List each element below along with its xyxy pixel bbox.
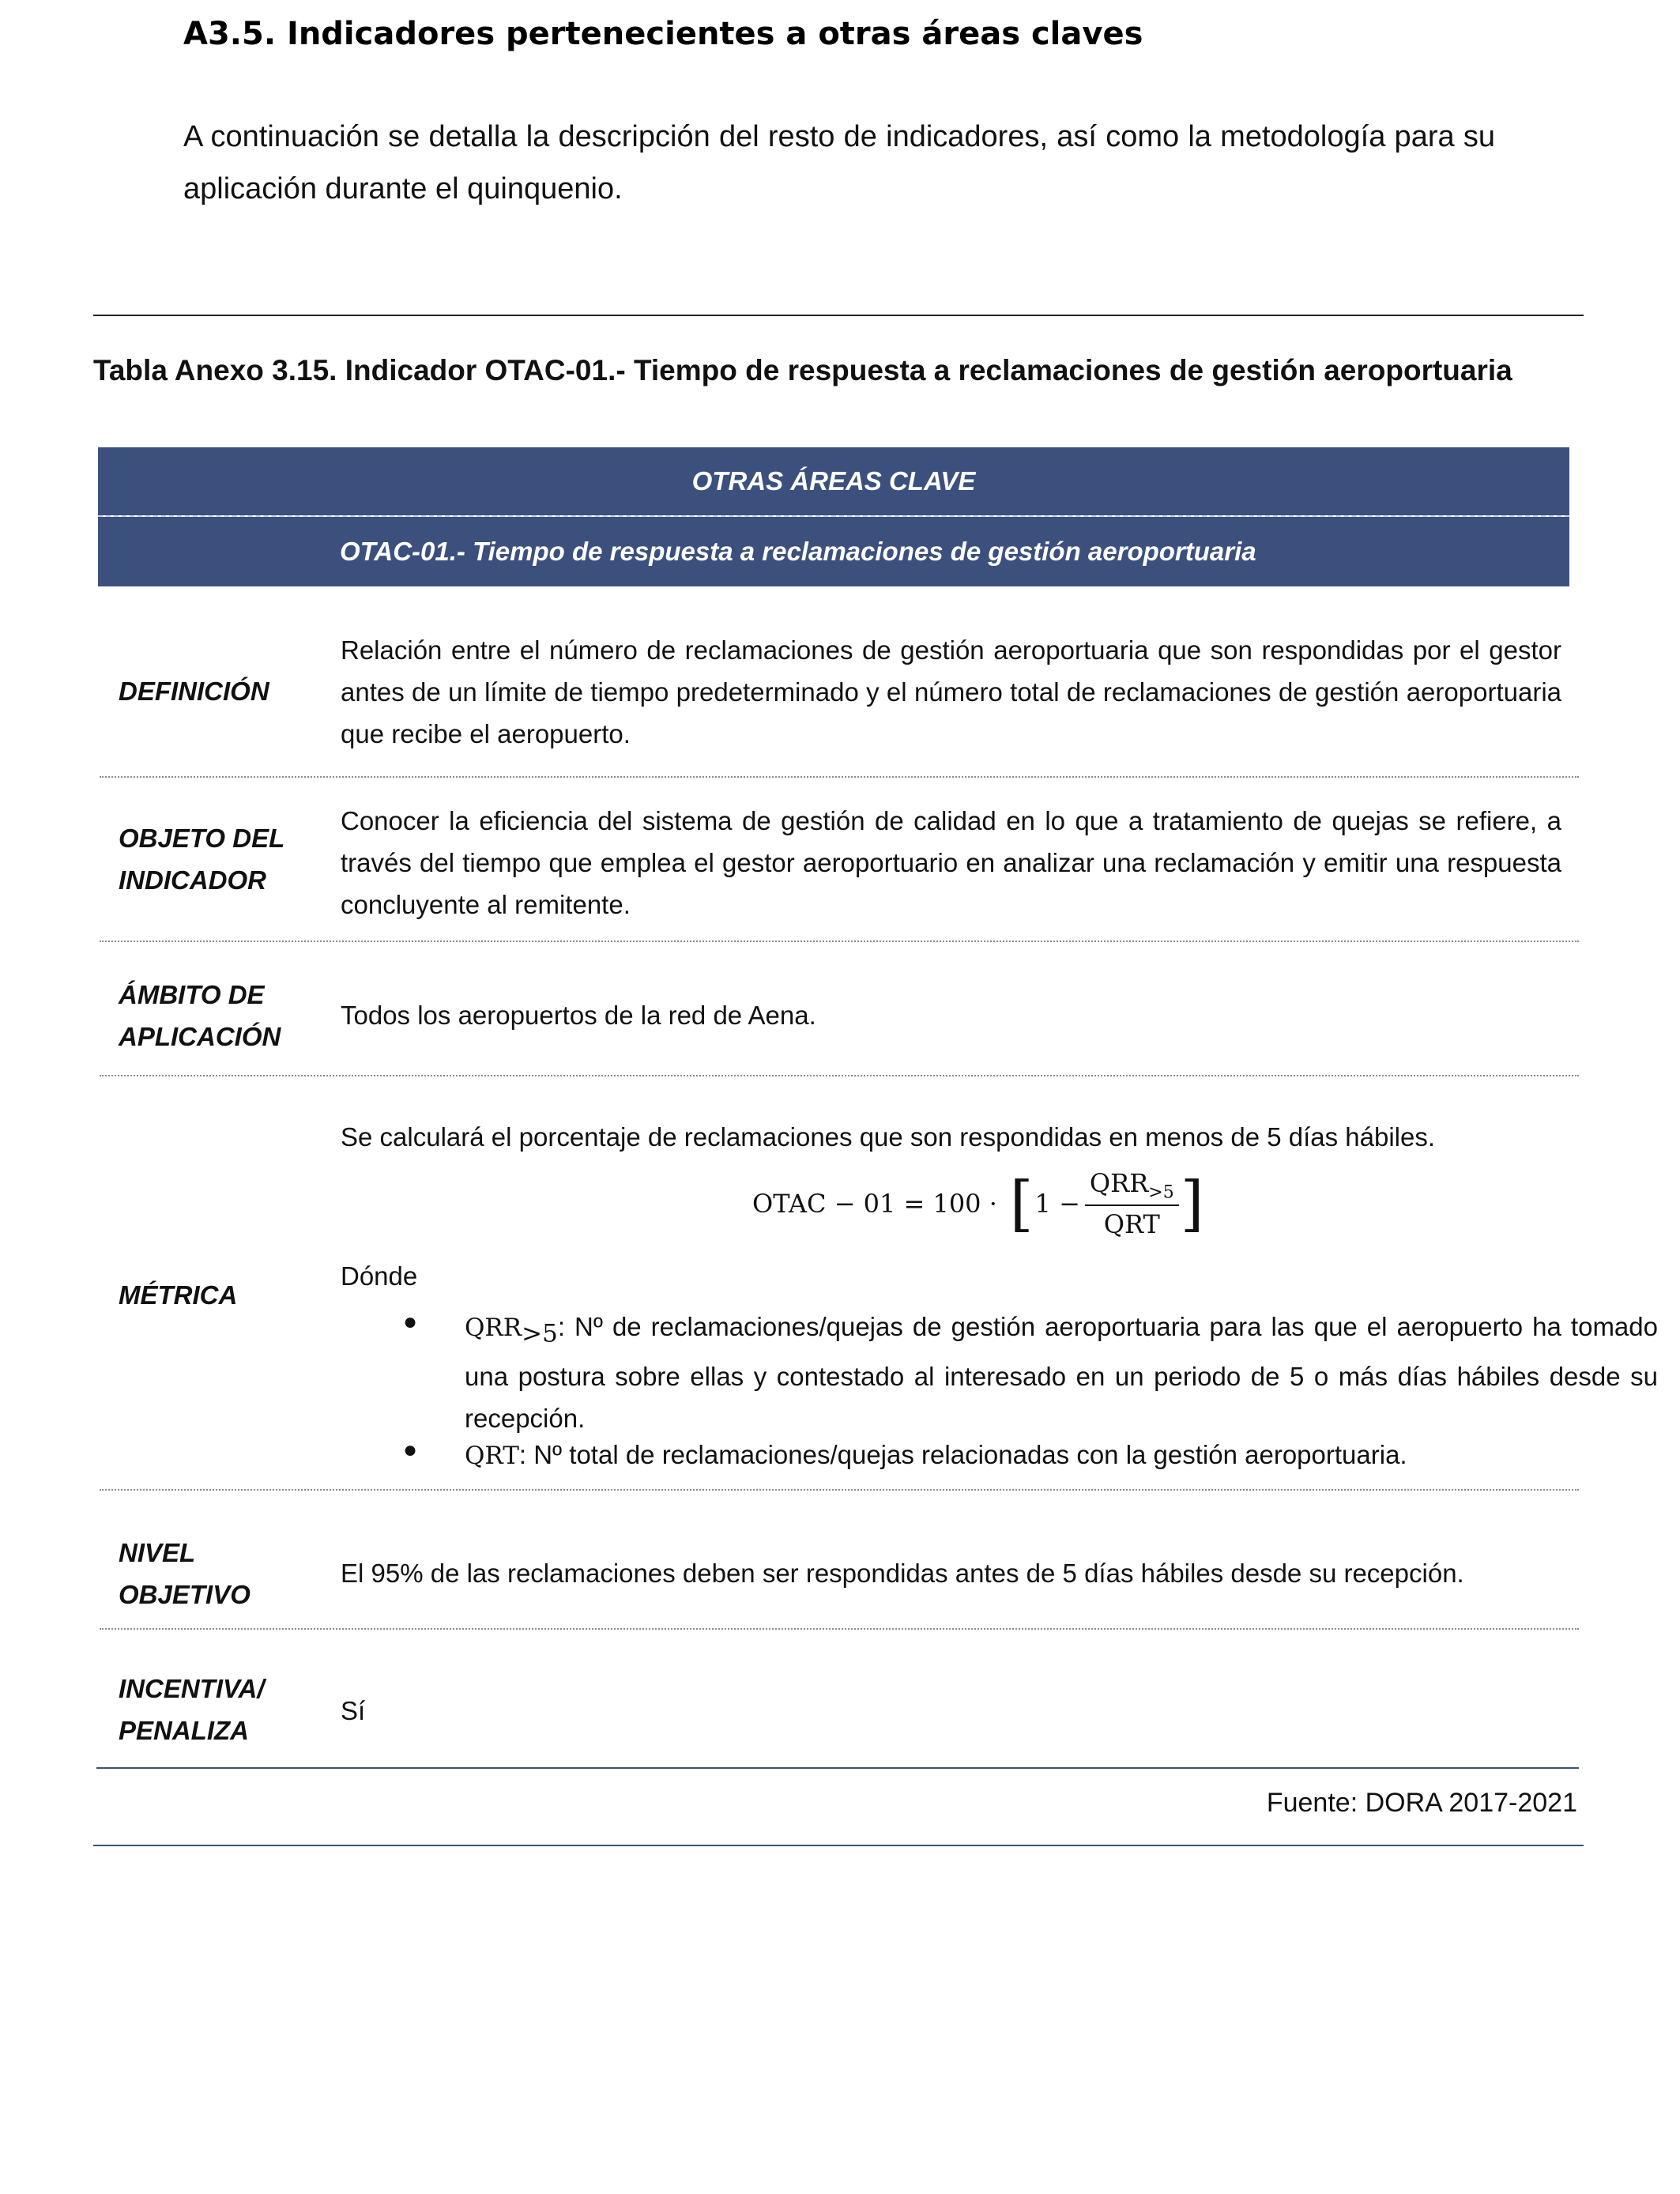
bullet-dot-icon: ● xyxy=(403,1437,418,1463)
metrica-formula xyxy=(752,1168,1205,1239)
intro-paragraph: A continuación se detalla la descripción del resto de indicadores, así como la metodología para su aplicación durante el quinquenio. xyxy=(183,120,1495,205)
qrt-symbol: QRT xyxy=(465,1442,519,1470)
nivel-label-line2: OBJETIVO xyxy=(119,1580,250,1609)
section-heading: A3.5. Indicadores pertenecientes a otras áreas claves xyxy=(183,16,1143,52)
bullet-qrt-text xyxy=(465,1434,1658,1477)
definicion-text: Relación entre el número de reclamaciones de gestión aeroportuaria que son respondidas por el gestor antes de un límite de tiempo predeterminado y el número total de reclamaciones de gestión aeroportuaria que recibe el aeropuerto. xyxy=(341,635,1561,748)
table-source: Fuente: DORA 2017-2021 xyxy=(1266,1788,1577,1818)
qrr-subscript: >5 xyxy=(522,1319,558,1348)
formula-right-bracket: ] xyxy=(1180,1168,1204,1238)
ambito-text: Todos los aeropuertos de la red de Aena. xyxy=(341,1001,816,1030)
metrica-label: MÉTRICA xyxy=(119,1280,238,1310)
numerator-symbol: QRR xyxy=(1089,1168,1149,1199)
source-bottom-rule xyxy=(93,1845,1584,1846)
definicion-label: DEFINICIÓN xyxy=(119,677,269,706)
formula-fraction xyxy=(1085,1168,1179,1238)
incentiva-label-line1: INCENTIVA/ xyxy=(119,1674,265,1703)
numerator-subscript: >5 xyxy=(1148,1182,1174,1203)
bullet-dot-icon: ● xyxy=(403,1309,418,1335)
top-divider xyxy=(93,315,1584,316)
table-title: Tabla Anexo 3.15. Indicador OTAC-01.- Tiempo de respuesta a reclamaciones de gestión aeroportuaria xyxy=(93,354,1512,386)
incentiva-text: Sí xyxy=(341,1696,366,1725)
objeto-text: Conocer la eficiencia del sistema de gestión de calidad en lo que a tratamiento de quejas se refiere, a través del tiempo que emplea el gestor aeroportuario en analizar una reclamación y emitir una respuesta concluyente al remitente. xyxy=(341,806,1561,919)
nivel-label xyxy=(119,1532,250,1615)
nivel-label-line1: NIVEL xyxy=(119,1538,196,1567)
qrt-description: : Nº total de reclamaciones/quejas relacionadas con la gestión aeroportuaria. xyxy=(518,1440,1407,1469)
ambito-label-line1: ÁMBITO DE xyxy=(119,980,265,1009)
table-header-indicator xyxy=(98,517,1569,586)
row-definicion xyxy=(100,586,1579,778)
table-header-area xyxy=(98,447,1569,515)
formula-denominator: QRT xyxy=(1103,1208,1160,1239)
nivel-text: El 95% de las reclamaciones deben ser respondidas antes de 5 días hábiles desde su recepción. xyxy=(341,1559,1464,1588)
objeto-label xyxy=(119,817,284,901)
formula-one-minus: 1 − xyxy=(1034,1189,1080,1219)
header-area-label: OTRAS ÁREAS CLAVE xyxy=(691,466,976,496)
row-ambito xyxy=(100,942,1579,1076)
bullet-qrr-text xyxy=(465,1306,1658,1439)
row-objeto xyxy=(100,778,1579,942)
objeto-label-line1: OBJETO DEL xyxy=(119,824,285,853)
row-incentiva xyxy=(100,1630,1579,1767)
table-bottom-rule xyxy=(96,1767,1579,1769)
row-metrica xyxy=(100,1076,1658,1491)
header-indicator-label: OTAC-01.- Tiempo de respuesta a reclamaciones de gestión aeroportuaria xyxy=(340,537,1256,566)
incentiva-label-line2: PENALIZA xyxy=(119,1716,249,1745)
metrica-donde: Dónde xyxy=(341,1261,418,1291)
ambito-label xyxy=(119,974,281,1057)
ambito-label-line2: APLICACIÓN xyxy=(119,1022,281,1051)
formula-left-bracket: [ xyxy=(1009,1168,1034,1238)
incentiva-label xyxy=(119,1668,265,1751)
formula-lhs: OTAC − 01 = 100 · xyxy=(752,1189,997,1219)
qrr-description: : Nº de reclamaciones/quejas de gestión aeroportuaria para las que el aeropuerto ha tomado una postura sobre ellas y contestado al interesado en un periodo de 5 o más días hábiles desde su recepción. xyxy=(465,1312,1658,1433)
qrr-symbol: QRR xyxy=(465,1314,522,1342)
formula-numerator xyxy=(1085,1168,1179,1205)
objeto-label-line2: INDICADOR xyxy=(119,865,266,895)
metrica-intro: Se calculará el porcentaje de reclamaciones que son respondidas en menos de 5 días hábiles. xyxy=(341,1122,1436,1152)
row-nivel xyxy=(100,1491,1579,1630)
